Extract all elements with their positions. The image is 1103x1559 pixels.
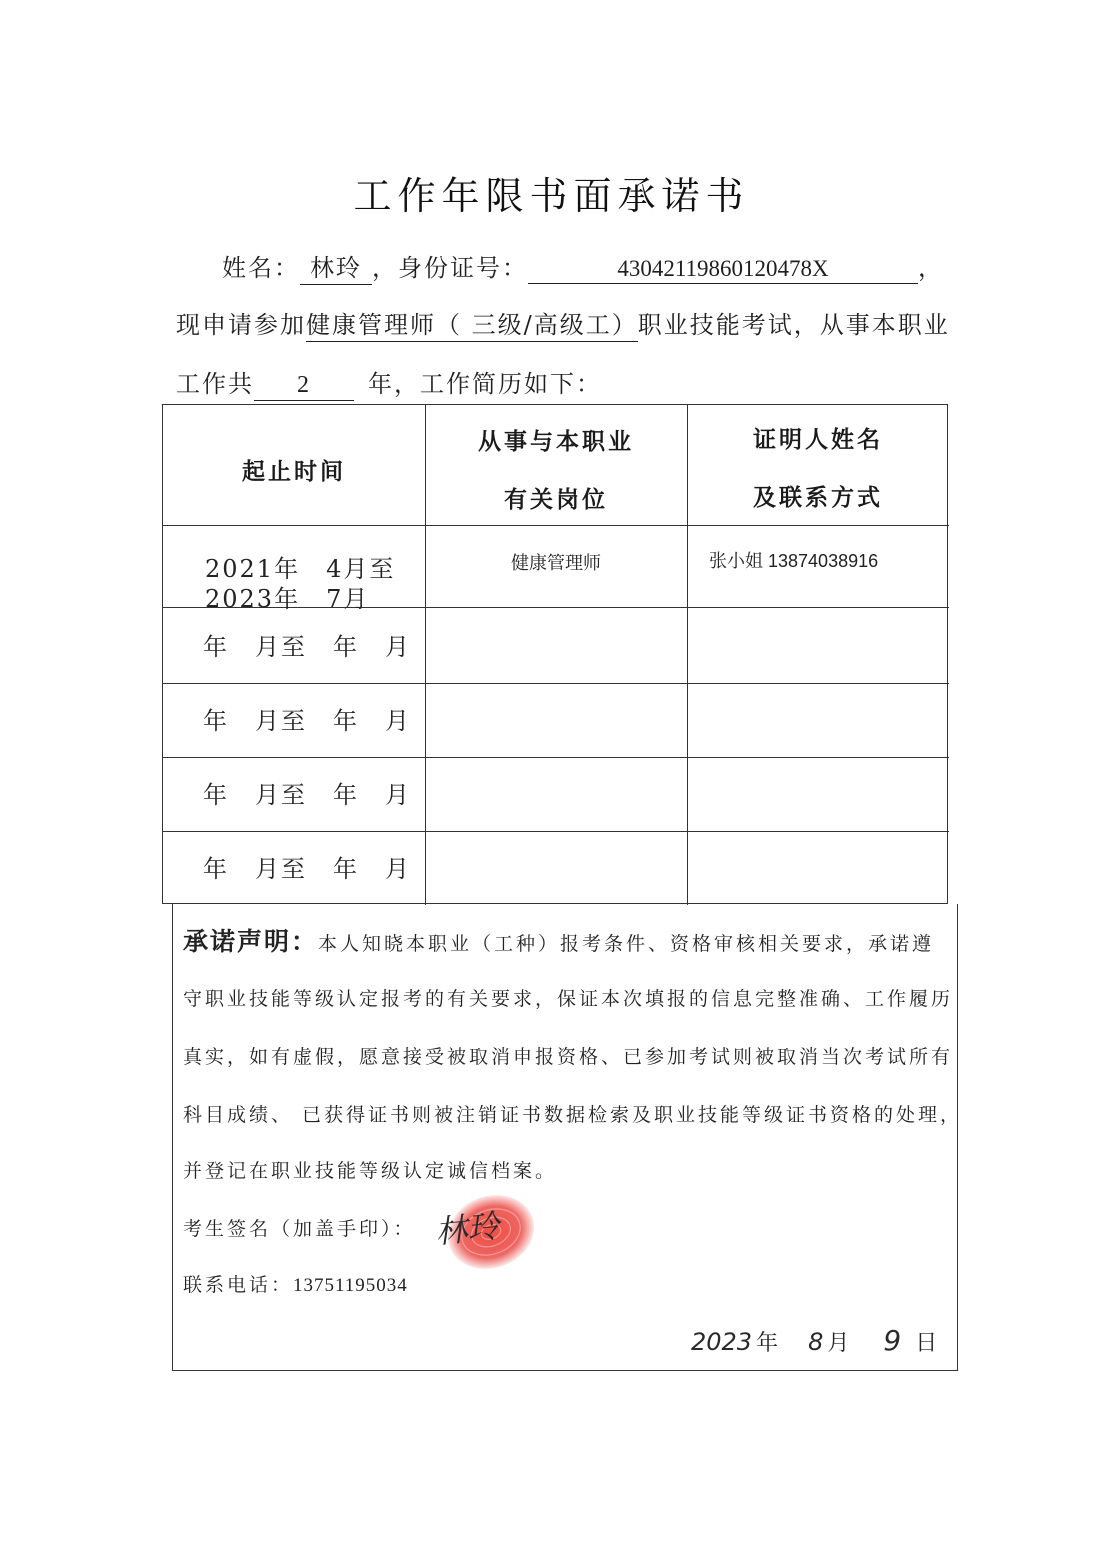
row4-period: 年 月至 年 月 bbox=[203, 781, 411, 809]
row1-period-line2: 2023年 7月 bbox=[205, 585, 370, 613]
name-id-line bbox=[222, 248, 944, 285]
row2-period: 年 月至 年 月 bbox=[203, 633, 411, 661]
date-month-label: 月 bbox=[827, 1331, 850, 1356]
years-suffix: 年，工作简历如下： bbox=[368, 370, 602, 398]
phone-value: 13751195034 bbox=[293, 1275, 408, 1296]
years-value: 2 bbox=[254, 372, 354, 401]
header-witness-line2: 及联系方式 bbox=[753, 485, 883, 511]
declaration-line3: 真实，如有虚假，愿意接受被取消申报资格、已参加考试则被取消当次考试所有 bbox=[183, 1046, 954, 1068]
years-prefix: 工作共 bbox=[176, 370, 254, 398]
header-position-line1: 从事与本职业 bbox=[478, 429, 634, 455]
declaration-line2: 守职业技能等级认定报考的有关要求，保证本次填报的信息完整准确、工作履历 bbox=[183, 988, 954, 1010]
row-divider-3 bbox=[163, 757, 949, 758]
row1-position: 健康管理师 bbox=[511, 553, 601, 573]
id-label: ，身份证号： bbox=[372, 254, 528, 282]
document-title: 工作年限书面承诺书 bbox=[353, 174, 750, 218]
header-position-line2: 有关岗位 bbox=[504, 487, 608, 513]
declaration-box bbox=[172, 904, 963, 1371]
declaration-line5: 并登记在职业技能等级认定诚信档案。 bbox=[183, 1160, 558, 1182]
apply-exam: 健康管理师（ 三级/高级工） bbox=[306, 305, 638, 342]
phone-label: 联系电话： bbox=[183, 1274, 294, 1296]
row1-witness: 张小姐 13874038916 bbox=[709, 551, 879, 571]
date-day: 9 bbox=[883, 1324, 902, 1357]
row-divider-2 bbox=[163, 683, 949, 684]
name-value: 林玲 bbox=[300, 248, 372, 285]
name-label: 姓名： bbox=[222, 254, 300, 282]
id-trailing: ， bbox=[918, 254, 944, 282]
sign-label: 考生签名（加盖手印）： bbox=[183, 1218, 416, 1240]
phone-line bbox=[183, 1270, 408, 1297]
declaration-line1 bbox=[183, 922, 934, 958]
years-line bbox=[176, 364, 602, 401]
header-witness-line1: 证明人姓名 bbox=[753, 427, 883, 453]
date-year-label: 年 bbox=[756, 1331, 779, 1356]
row3-period: 年 月至 年 月 bbox=[203, 707, 411, 735]
apply-suffix: 职业技能考试，从事本职业 bbox=[637, 311, 950, 339]
work-history-table bbox=[162, 404, 948, 904]
row1-period-line1: 2021年 4月至 bbox=[205, 555, 396, 583]
id-value: 43042119860120478X bbox=[528, 256, 918, 284]
apply-prefix: 现申请参加 bbox=[176, 311, 306, 339]
declaration-line4: 科目成绩、 已获得证书则被注销证书数据检索及职业技能等级证书资格的处理， bbox=[183, 1104, 963, 1126]
date-month: 8 bbox=[808, 1328, 824, 1356]
date-line bbox=[691, 1324, 937, 1357]
col-divider-1 bbox=[425, 405, 426, 905]
declaration-text-1: 本人知晓本职业（工种）报考条件、资格审核相关要求，承诺遵 bbox=[318, 933, 935, 955]
declaration-heading: 承诺声明： bbox=[183, 927, 319, 956]
header-period: 起止时间 bbox=[242, 459, 346, 485]
row-divider-4 bbox=[163, 831, 949, 832]
date-day-label: 日 bbox=[915, 1331, 938, 1356]
signature: 林玲 bbox=[433, 1206, 502, 1252]
date-year: 2023 bbox=[691, 1328, 753, 1356]
row-divider-header bbox=[163, 525, 949, 526]
apply-line bbox=[176, 305, 950, 342]
row5-period: 年 月至 年 月 bbox=[203, 855, 411, 883]
